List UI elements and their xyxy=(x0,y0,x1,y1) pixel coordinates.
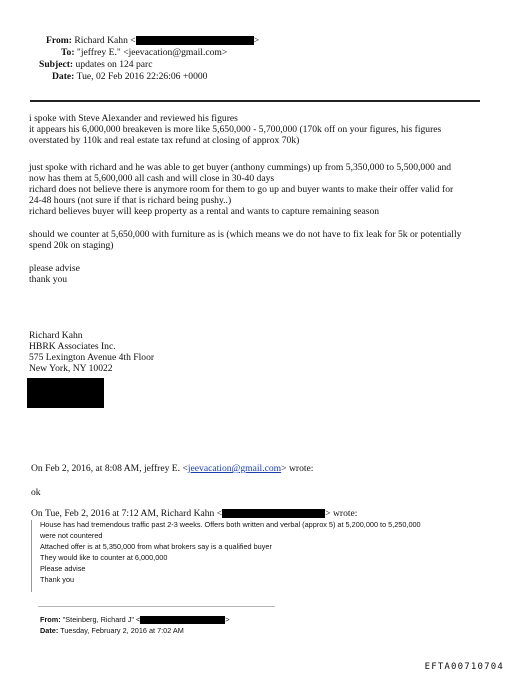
to-value: "jeffrey E." <jeevacation@gmail.com> xyxy=(76,47,228,58)
body-line: please advise xyxy=(29,263,80,274)
header-divider xyxy=(30,100,480,102)
subject-value: updates on 124 parc xyxy=(75,59,153,70)
header-to-row xyxy=(61,47,227,59)
redaction-bar xyxy=(222,509,325,518)
forward-from-value: "Steinberg, Richard J" < xyxy=(62,615,141,624)
signature-line: Richard Kahn xyxy=(29,330,83,341)
bates-number: EFTA00710704 xyxy=(424,662,504,672)
body-line: it appears his 6,000,000 breakeven is more like 5,650,000 - 5,700,000 (170k off on your figures, his figures xyxy=(29,124,442,135)
body-line: should we counter at 5,650,000 with furniture as is (which means we do not have to fix leak for 5k or potentially xyxy=(29,229,462,240)
body-line: richard does not believe there is anymore room for them to go up and buyer wants to make their offer valid for xyxy=(29,184,454,195)
forward-date-value: Tuesday, February 2, 2016 at 7:02 AM xyxy=(60,626,184,635)
redaction-bar xyxy=(140,616,225,624)
body-line: overstated by 110k and real estate tax refund at closing of approx 70k) xyxy=(29,135,300,146)
body-line: 24-48 hours (not sure if that is richard being pushy..) xyxy=(29,195,232,206)
body-paragraph-2 xyxy=(29,162,453,217)
forward-divider xyxy=(38,606,275,607)
forward-date-label: Date: xyxy=(40,626,59,635)
from-value: Richard Kahn < xyxy=(74,35,136,46)
to-label: To: xyxy=(61,47,75,58)
body-line: now has them at 5,600,000 all cash and will close in 30-40 days xyxy=(29,173,275,184)
header-from-row xyxy=(46,35,259,47)
reply1-intro-suffix: > wrote: xyxy=(281,463,314,474)
redaction-bar xyxy=(27,378,104,408)
body-line: thank you xyxy=(29,274,68,285)
reply1-email-link[interactable]: jeevacation@gmail.com xyxy=(187,463,282,474)
body-paragraph-4 xyxy=(29,263,80,285)
body-line: richard believes buyer will keep property as a rental and wants to capture remaining season xyxy=(29,206,380,217)
reply2-quoted-text xyxy=(40,519,421,585)
body-line: i spoke with Steve Alexander and reviewed his figures xyxy=(29,113,238,124)
signature-line: 575 Lexington Avenue 4th Floor xyxy=(29,352,155,363)
signature-block xyxy=(29,330,154,374)
forward-from-label: From: xyxy=(40,615,61,624)
date-label: Date: xyxy=(52,71,75,82)
subject-label: Subject: xyxy=(39,59,74,70)
forward-date-row xyxy=(40,625,184,636)
body-paragraph-1 xyxy=(29,113,441,146)
reply1-intro xyxy=(31,463,313,474)
header-date-row xyxy=(52,71,207,83)
signature-line: New York, NY 10022 xyxy=(29,363,113,374)
quoted-line: Thank you xyxy=(40,575,75,584)
body-line: spend 20k on staging) xyxy=(29,240,114,251)
signature-line: HBRK Associates Inc. xyxy=(29,341,116,352)
reply2-intro xyxy=(31,508,357,519)
header-subject-row xyxy=(39,59,153,71)
forward-from-suffix: > xyxy=(225,615,230,624)
quoted-line: were not countered xyxy=(40,531,103,540)
from-suffix: > xyxy=(253,35,260,46)
forward-from-row xyxy=(40,614,230,625)
body-paragraph-3 xyxy=(29,229,461,251)
redaction-bar xyxy=(136,36,254,45)
reply1-text: ok xyxy=(31,487,41,498)
reply1-intro-prefix: On Feb 2, 2016, at 8:08 AM, jeffrey E. < xyxy=(31,463,188,474)
reply2-intro-prefix: On Tue, Feb 2, 2016 at 7:12 AM, Richard Kahn < xyxy=(31,508,223,519)
from-label: From: xyxy=(46,35,72,46)
date-value: Tue, 02 Feb 2016 22:26:06 +0000 xyxy=(76,71,208,82)
reply2-intro-suffix: > wrote: xyxy=(325,508,358,519)
quoted-line: They would like to counter at 6,000,000 xyxy=(40,553,168,562)
quoted-line: Attached offer is at 5,350,000 from what brokers say is a qualified buyer xyxy=(40,542,272,551)
body-line: just spoke with richard and he was able to get buyer (anthony cummings) up from 5,350,000 to 5,500,000 and xyxy=(29,162,452,173)
quote-bar xyxy=(31,520,32,592)
quoted-line: Please advise xyxy=(40,564,86,573)
quoted-line: House has had tremendous traffic past 2-3 weeks. Offers both written and verbal (approx 5) at 5,200,000 to 5,250,000 xyxy=(40,520,421,529)
